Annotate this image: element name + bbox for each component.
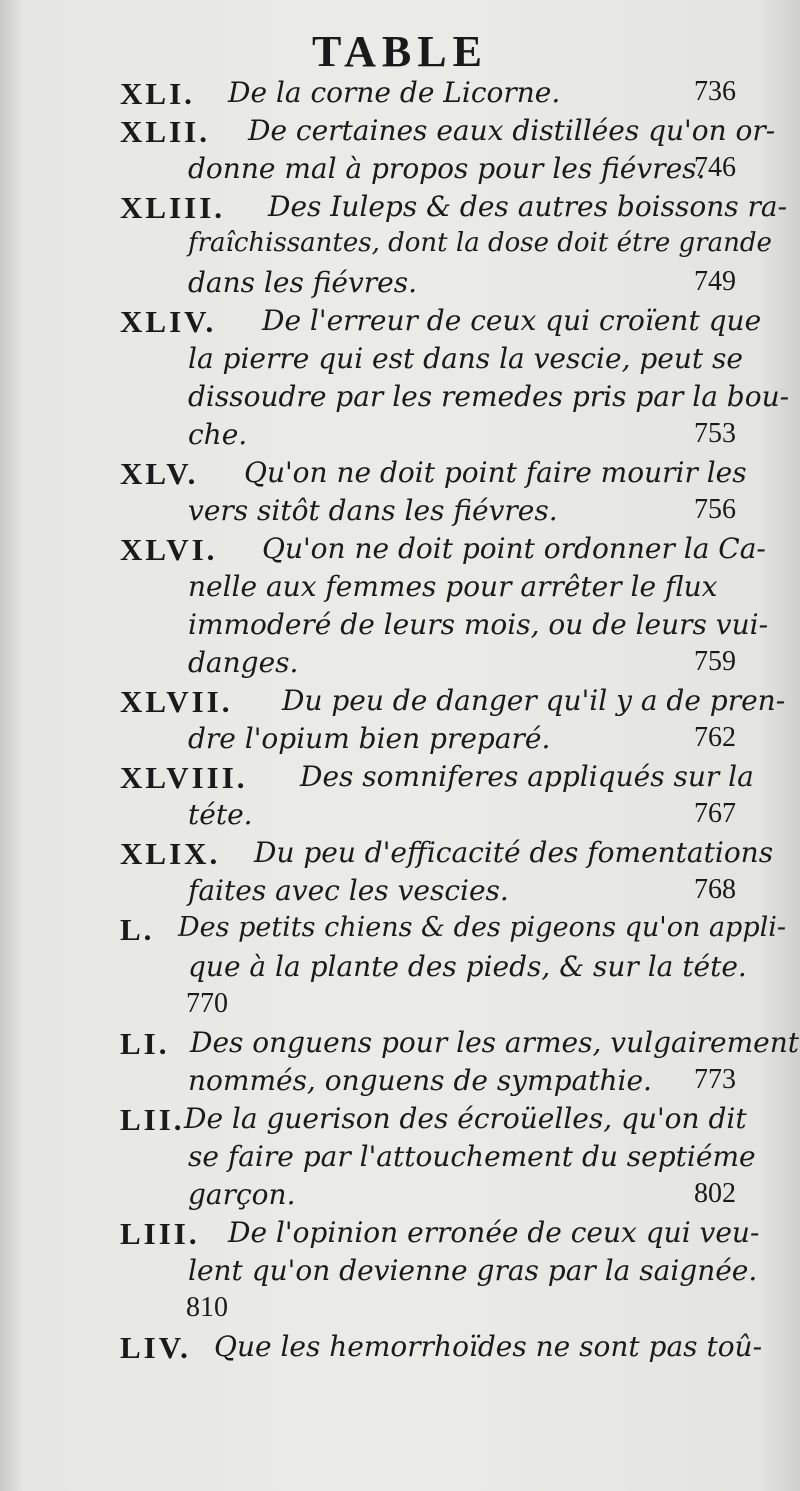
entry-text: dissoudre par les remedes pris par la bou- — [188, 380, 790, 413]
entry-number: XLIII. — [120, 190, 226, 225]
entry-text: Que les hemorrhoïdes ne sont pas toû- — [214, 1330, 763, 1363]
entry-text: immoderé de leurs mois, ou de leurs vui- — [188, 608, 769, 641]
entry-number: XLII. — [120, 114, 210, 149]
entry-text: dans les fiévres. — [188, 266, 418, 299]
entry-number: LIII. — [120, 1216, 200, 1251]
entry-text: Qu'on ne doit point ordonner la Ca- — [262, 532, 766, 565]
entry-number: LII. — [120, 1102, 185, 1137]
page-number: 773 — [694, 1064, 736, 1095]
entry-number: XLIX. — [120, 836, 221, 871]
entry-text: donne mal à propos pour les fiévres. — [188, 152, 706, 185]
entry-text: garçon. — [188, 1178, 296, 1211]
entry-text: Du peu de danger qu'il y a de pren- — [282, 684, 786, 717]
entry-text: De certaines eaux distillées qu'on or- — [248, 114, 776, 147]
page-number: 749 — [694, 266, 736, 297]
page-number: 756 — [694, 494, 736, 525]
entry-text: De la guerison des écroüelles, qu'on dit — [184, 1102, 747, 1135]
page-number: 746 — [694, 152, 736, 183]
page-number: 770 — [186, 988, 228, 1019]
entry-text: se faire par l'attouchement du septiéme — [188, 1140, 756, 1173]
entry-text: Des somniferes appliqués sur la — [300, 760, 754, 793]
entry-text: téte. — [188, 798, 253, 831]
entry-text: Des petits chiens & des pigeons qu'on appli- — [178, 912, 787, 943]
entry-text: que à la plante des pieds, & sur la téte. — [188, 950, 747, 983]
page-number: 762 — [694, 722, 736, 753]
entry-text: Des Iuleps & des autres boissons ra- — [268, 190, 788, 223]
entry-text: vers sitôt dans les fiévres. — [188, 494, 558, 527]
entry-number: LI. — [120, 1026, 170, 1061]
entry-text: che. — [188, 418, 248, 451]
page-title: TABLE — [312, 27, 488, 76]
page-number: 736 — [694, 76, 736, 107]
page-number: 759 — [694, 646, 736, 677]
entry-number: XLV. — [120, 456, 199, 491]
entry-text: la pierre qui est dans la vescie, peut se — [188, 342, 743, 375]
entry-text: fraîchissantes, dont la dose doit étre grande — [188, 228, 772, 258]
entry-number: XLVII. — [120, 684, 233, 719]
entry-text: danges. — [188, 646, 299, 679]
entry-number: L. — [120, 912, 155, 947]
entry-number: XLVI. — [120, 532, 218, 567]
entry-text: nelle aux femmes pour arrêter le flux — [188, 570, 718, 603]
page-number: 802 — [694, 1178, 736, 1209]
entry-text: faites avec les vescies. — [188, 874, 509, 907]
page-number: 810 — [186, 1292, 228, 1323]
entry-text: lent qu'on devienne gras par la saignée. — [188, 1254, 758, 1287]
entry-number: XLVIII. — [120, 760, 248, 795]
entry-text: Des onguens pour les armes, vulgairement — [190, 1026, 800, 1059]
page-number: 753 — [694, 418, 736, 449]
entry-text: De la corne de Licorne. — [228, 76, 561, 109]
entry-text: dre l'opium bien preparé. — [188, 722, 551, 755]
entry-text: De l'opinion erronée de ceux qui veu- — [228, 1216, 760, 1249]
page-number: 768 — [694, 874, 736, 905]
entry-number: LIV. — [120, 1330, 191, 1365]
entry-text: nommés, onguens de sympathie. — [188, 1064, 652, 1097]
entry-text: Qu'on ne doit point faire mourir les — [244, 456, 747, 489]
entry-text: Du peu d'efficacité des fomentations — [254, 836, 774, 869]
entry-number: XLIV. — [120, 304, 217, 339]
page-number: 767 — [694, 798, 736, 829]
entry-number: XLI. — [120, 76, 195, 111]
entry-text: De l'erreur de ceux qui croïent que — [262, 304, 762, 337]
